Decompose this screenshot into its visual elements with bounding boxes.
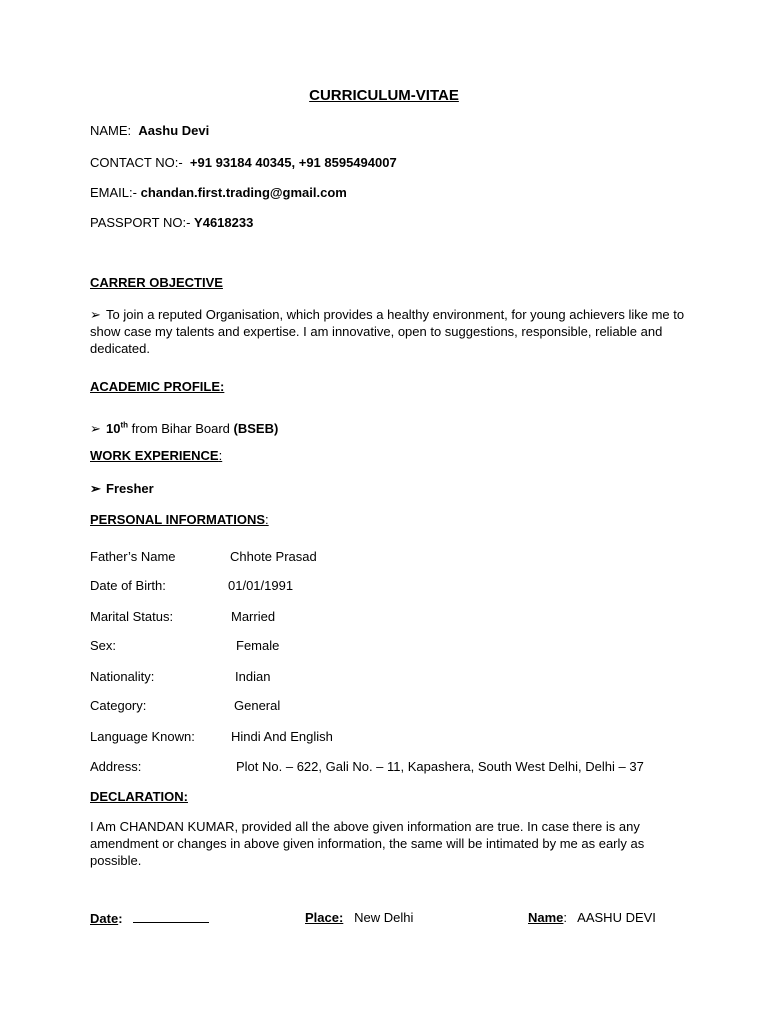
contact-line	[90, 155, 397, 170]
academic-item	[90, 421, 278, 437]
signature-name-value: AASHU DEVI	[577, 910, 656, 925]
work-experience-item	[90, 481, 154, 497]
academic-grade-suffix: th	[120, 420, 129, 430]
declaration-heading: DECLARATION:	[90, 789, 188, 804]
personal-row-value: Hindi And English	[231, 729, 333, 744]
signature-name-colon: :	[563, 910, 568, 925]
name-label: NAME:	[90, 123, 132, 138]
place-label: Place:	[305, 910, 344, 925]
work-experience-heading-text: WORK EXPERIENCE	[90, 448, 219, 463]
personal-row-label: Sex:	[90, 638, 117, 653]
academic-grade: 10	[106, 421, 121, 436]
date-blank	[133, 910, 209, 923]
name-value: Aashu Devi	[138, 123, 210, 138]
personal-row-label: Nationality:	[90, 669, 155, 684]
footer-name	[528, 910, 656, 925]
email-label: EMAIL:-	[90, 185, 137, 200]
career-objective-heading: CARRER OBJECTIVE	[90, 275, 223, 290]
personal-row-label: Father’s Name	[90, 549, 176, 564]
personal-row-label: Date of Birth:	[90, 578, 166, 593]
contact-label: CONTACT NO:-	[90, 155, 183, 170]
personal-info-heading	[90, 512, 269, 527]
personal-row	[90, 609, 173, 624]
work-experience-value: Fresher	[106, 481, 154, 496]
personal-row	[90, 638, 116, 653]
work-experience-heading-colon: :	[218, 448, 223, 463]
academic-profile-heading: ACADEMIC PROFILE:	[90, 379, 225, 394]
personal-info-heading-text: PERSONAL INFORMATIONS	[90, 512, 266, 527]
personal-row-value: Female	[236, 638, 280, 653]
career-objective-body: To join a reputed Organisation, which provides a healthy environment, for young achievers like me to show case my talents and expertise. I am innovative, open to suggestions, responsible, reliable and dedicated.	[90, 307, 685, 356]
email-line	[90, 185, 347, 200]
passport-label: PASSPORT NO:-	[90, 215, 191, 230]
personal-row-value: Plot No. – 622, Gali No. – 11, Kapashera, South West Delhi, Delhi – 37	[236, 759, 644, 774]
career-objective-text	[90, 306, 690, 357]
personal-info-heading-colon: :	[265, 512, 269, 527]
footer-date	[90, 910, 209, 926]
personal-row	[90, 578, 166, 593]
page-title: CURRICULUM-VITAE	[309, 87, 459, 104]
date-label-colon: :	[118, 911, 123, 926]
personal-row	[90, 759, 141, 774]
date-label: Date	[90, 911, 119, 926]
personal-row-label: Category:	[90, 698, 147, 713]
personal-row-value: Chhote Prasad	[230, 549, 317, 564]
declaration-text: I Am CHANDAN KUMAR, provided all the above given information are true. In case there is any amendment or changes in above given information, the same will be intimated by me as early as possible.	[90, 819, 645, 868]
personal-row	[90, 698, 146, 713]
personal-row-value: Indian	[235, 669, 271, 684]
passport-value: Y4618233	[194, 215, 254, 230]
academic-board: (BSEB)	[233, 421, 279, 436]
personal-row-label: Language Known:	[90, 729, 195, 744]
academic-text: from Bihar Board	[128, 421, 234, 436]
email-value: chandan.first.trading@gmail.com	[140, 185, 347, 200]
personal-row-label: Marital Status:	[90, 609, 174, 624]
footer-place	[305, 910, 413, 925]
personal-row-label: Address:	[90, 759, 142, 774]
signature-name-label: Name	[528, 910, 564, 925]
name-line	[90, 123, 209, 138]
arrow-bullet-icon: ➢	[90, 421, 101, 436]
personal-row	[90, 669, 154, 684]
personal-row-value: 01/01/1991	[228, 578, 294, 593]
passport-line	[90, 215, 253, 230]
personal-row	[90, 549, 176, 564]
contact-value: +91 93184 40345, +91 8595494007	[189, 155, 397, 170]
arrow-bullet-icon: ➢	[90, 307, 101, 322]
place-value: New Delhi	[354, 910, 414, 925]
personal-row-value: Married	[231, 609, 276, 624]
personal-row	[90, 729, 195, 744]
personal-row-value: General	[234, 698, 281, 713]
work-experience-heading	[90, 448, 222, 463]
arrow-bullet-icon: ➢	[90, 481, 101, 496]
